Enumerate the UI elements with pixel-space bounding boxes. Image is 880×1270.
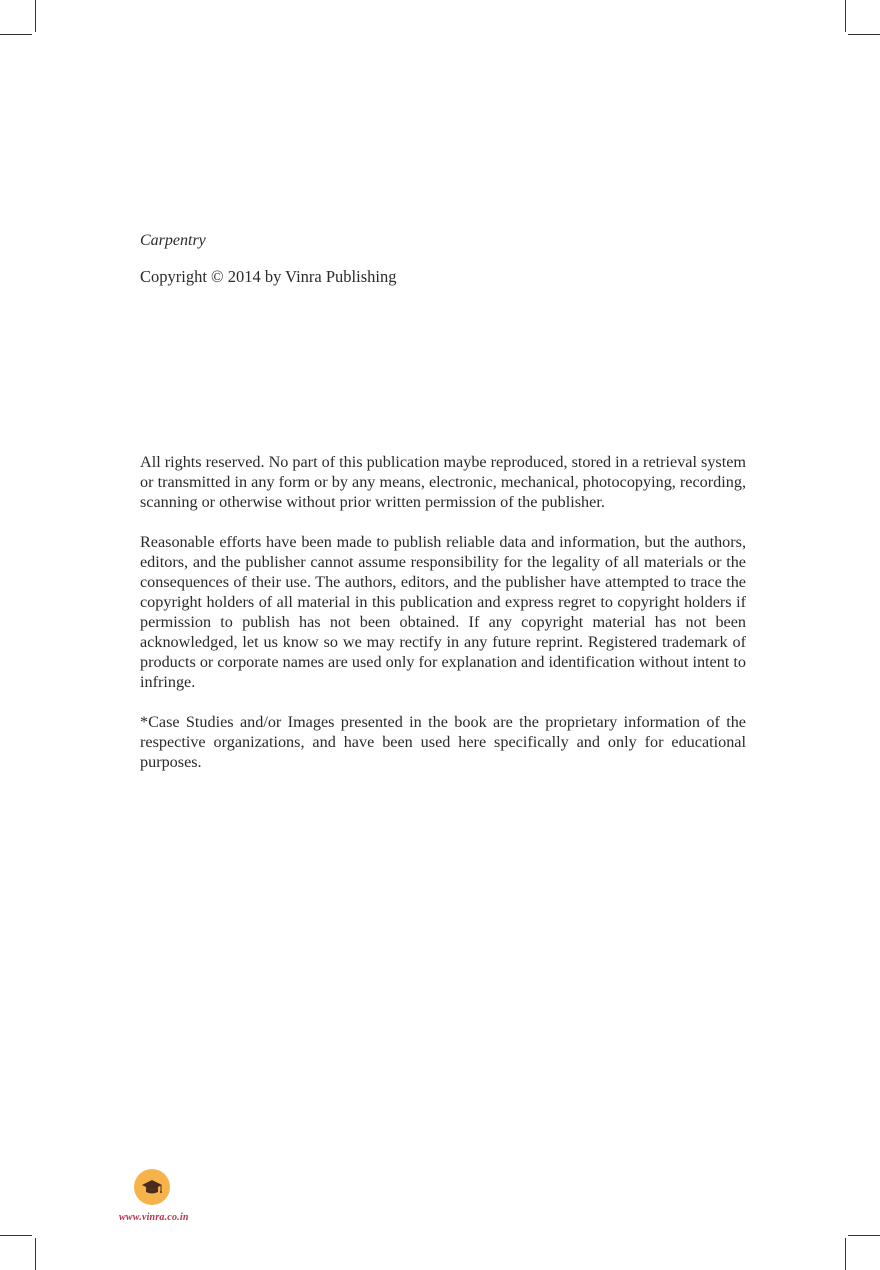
rights-paragraph: All rights reserved. No part of this publication maybe reproduced, stored in a retrieval system or transmitted in any form or by any means, electronic, mechanical, photocopying, recording, scanning or otherwise without prior written permission of the publisher.: [140, 453, 746, 511]
rights-notice: [140, 452, 746, 792]
crop-mark-bottom-right-vertical: [845, 1238, 846, 1270]
crop-mark-top-right-horizontal: [848, 34, 880, 35]
graduation-cap-icon: [134, 1169, 170, 1205]
crop-mark-top-left-horizontal: [0, 34, 32, 35]
crop-mark-bottom-left-vertical: [35, 1238, 36, 1270]
copyright-line: Copyright © 2014 by Vinra Publishing: [140, 267, 397, 286]
publisher-website[interactable]: www.vinra.co.in: [119, 1212, 189, 1223]
crop-mark-top-left-vertical: [35, 0, 36, 32]
case-studies-paragraph: *Case Studies and/or Images presented in the book are the proprietary information of the respective organizations, and have been used here specifically and only for educational purposes.: [140, 713, 746, 771]
crop-mark-bottom-left-horizontal: [0, 1235, 32, 1236]
crop-mark-bottom-right-horizontal: [848, 1235, 880, 1236]
disclaimer-paragraph: Reasonable efforts have been made to publish reliable data and information, but the authors, editors, and the publisher cannot assume responsibility for the legality of all materials or the consequences of their use. The authors, editors, and the publisher have attempted to trace the copyright holders of all material in this publication and express regret to copyright holders if permission to publish has not been obtained. If any copyright material has not been acknowledged, let us know so we may rectify in any future reprint. Registered trademark of products or corporate names are used only for explanation and identification without intent to infringe.: [140, 533, 746, 691]
book-title: Carpentry: [140, 232, 206, 249]
crop-mark-top-right-vertical: [845, 0, 846, 32]
publisher-logo: [134, 1169, 170, 1205]
